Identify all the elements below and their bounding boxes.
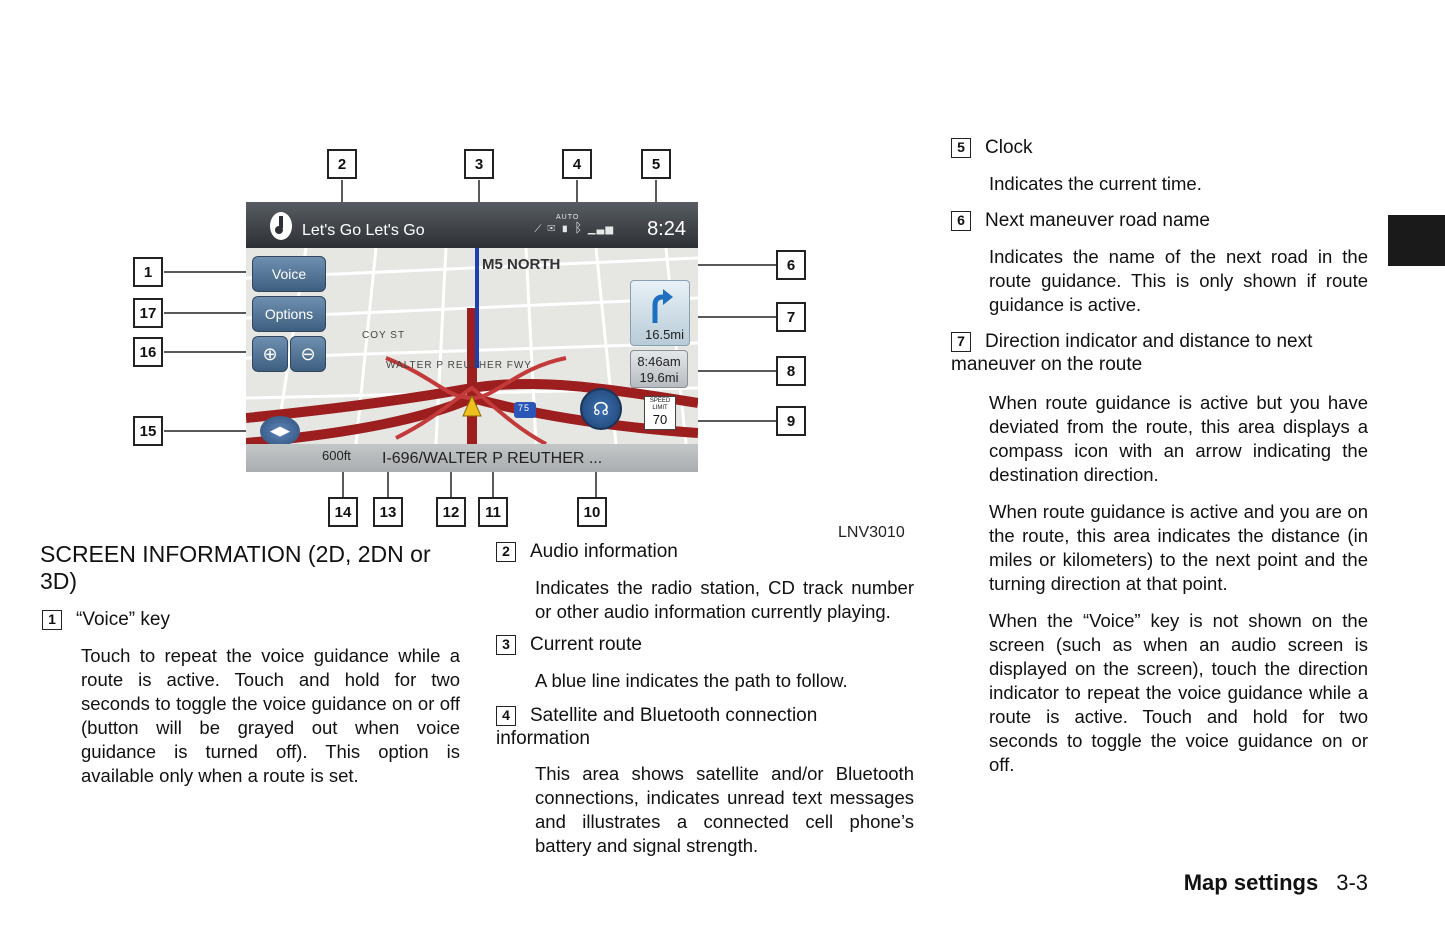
speed-limit-sign — [644, 396, 676, 430]
item-1-heading — [42, 608, 170, 631]
item-2-paragraph: Indicates the radio station, CD track number or other audio information currently playing. — [535, 577, 914, 622]
callout-11: 11 — [478, 497, 508, 527]
speed-limit-value: 70 — [652, 412, 668, 427]
next-road-name: M5 NORTH — [482, 256, 561, 273]
map-scale: 600ft — [322, 448, 351, 463]
zoom-in-button[interactable] — [252, 336, 288, 372]
callout-8: 8 — [776, 356, 806, 386]
footer-page-number: 3-3 — [1336, 870, 1368, 895]
clock: 8:24 — [647, 218, 686, 240]
status-icons — [534, 214, 615, 235]
left-right-arrows-icon: ◀▶ — [270, 423, 290, 438]
zoom-in-icon: ⊕ — [262, 344, 278, 364]
item-7-heading — [951, 330, 1368, 376]
bluetooth-icon: ᛒ — [574, 220, 584, 235]
item-number: 7 — [951, 332, 971, 352]
item-number: 3 — [496, 635, 516, 655]
map-label-walter-reuther: WALTER P REUTHER FWY — [386, 360, 532, 371]
zoom-out-icon: ⊖ — [300, 344, 316, 364]
callout-6: 6 — [776, 250, 806, 280]
callout-5: 5 — [641, 149, 671, 179]
item-3-heading — [496, 633, 642, 656]
item-title: Audio information — [530, 541, 678, 562]
footer-section: Map settings — [1183, 870, 1319, 895]
callout-17: 17 — [133, 298, 163, 328]
satellite-icon: ⟋ — [534, 220, 543, 235]
audio-info-text: Let's Go Let's Go — [302, 222, 425, 239]
item-4-heading — [496, 704, 914, 750]
item-title: Satellite and Bluetooth connection information — [496, 705, 818, 749]
interstate-shield-label: 75 — [518, 403, 531, 413]
item-title: “Voice” key — [76, 609, 170, 630]
signal-strength-icon: ▁▃▅ — [587, 220, 615, 235]
nav-screen — [246, 202, 698, 472]
callout-1: 1 — [133, 257, 163, 287]
section-heading: SCREEN INFORMATION (2D, 2DN or 3D) — [40, 541, 431, 594]
callout-16: 16 — [133, 337, 163, 367]
item-title: Clock — [985, 137, 1033, 158]
callout-9: 9 — [776, 406, 806, 436]
item-number: 4 — [496, 706, 516, 726]
item-5-paragraph: Indicates the current time. — [989, 173, 1202, 194]
callout-10: 10 — [577, 497, 607, 527]
item-title: Current route — [530, 634, 642, 655]
item-number: 6 — [951, 211, 971, 231]
current-road-bar — [246, 444, 698, 472]
item-number: 1 — [42, 610, 62, 630]
map-label-coy-st: COY ST — [362, 330, 406, 341]
callout-13: 13 — [373, 497, 403, 527]
callout-12: 12 — [436, 497, 466, 527]
callout-7: 7 — [776, 302, 806, 332]
item-6-paragraph: Indicates the name of the next road in the route guidance. This is only shown if route guidance is active. — [989, 246, 1368, 315]
headphones-icon: ☊ — [593, 399, 609, 419]
item-7-paragraph-2: When route guidance is active and you are on the route, this area indicates the distance (in miles or kilometers) to the next point and the turning direction at that point. — [989, 501, 1368, 594]
speed-limit-label: SPEED LIMIT — [649, 398, 671, 411]
item-title: Next maneuver road name — [985, 210, 1210, 231]
current-road-name: I-696/WALTER P REUTHER ... — [382, 450, 603, 467]
item-number: 2 — [496, 542, 516, 562]
item-5-heading — [951, 136, 1033, 159]
message-icon: ✉ — [547, 220, 557, 235]
eta-box — [630, 350, 688, 388]
eta-distance: 19.6mi — [639, 370, 679, 385]
zoom-out-button[interactable] — [290, 336, 326, 372]
battery-icon: ▮ — [560, 220, 570, 235]
callout-2: 2 — [327, 149, 357, 179]
eta-time: 8:46am — [637, 354, 681, 369]
voice-button[interactable]: Voice — [252, 256, 326, 292]
distance-to-maneuver: 16.5mi — [645, 327, 685, 342]
item-7-paragraph-1: When route guidance is active but you have deviated from the route, this area displays a compass icon with an arrow indicating the destination direction. — [989, 392, 1368, 485]
callout-14: 14 — [328, 497, 358, 527]
chapter-tab — [1388, 215, 1445, 266]
callout-4: 4 — [562, 149, 592, 179]
turn-right-arrow-icon — [649, 287, 675, 323]
item-number: 5 — [951, 138, 971, 158]
item-7-paragraph-3: When the “Voice” key is not shown on the screen (such as when an audio screen is displayed on the screen), touch the direction indicator to repeat the voice guidance while a route is active. Touch and hold for two seconds to toggle the voice guidance on or off. — [989, 610, 1368, 775]
item-3-paragraph: A blue line indicates the path to follow. — [535, 670, 848, 691]
music-note-icon — [268, 210, 294, 242]
item-title: Direction indicator and distance to next maneuver on the route — [951, 331, 1313, 375]
figure-code: LNV3010 — [838, 524, 905, 541]
page-footer — [1184, 870, 1368, 896]
callout-15: 15 — [133, 416, 163, 446]
callout-3: 3 — [464, 149, 494, 179]
auto-label: AUTO — [556, 214, 580, 221]
title-bar — [246, 202, 698, 248]
audio-shortcut-button[interactable] — [580, 388, 622, 430]
item-2-heading — [496, 540, 678, 563]
navigation-screen-figure — [0, 0, 930, 545]
item-4-paragraph: This area shows satellite and/or Bluetooth connections, indicates unread text messages and illustrates a connected cell phone’s battery and signal strength. — [535, 763, 914, 856]
scroll-compass-button[interactable] — [260, 416, 300, 446]
item-1-paragraph: Touch to repeat the voice guidance while a route is active. Touch and hold for two seconds to toggle the voice guidance on or off (button will be grayed out when voice guidance is turned off). This option is available only when a route is set. — [81, 645, 460, 786]
options-button[interactable]: Options — [252, 296, 326, 332]
direction-indicator[interactable] — [630, 280, 690, 346]
item-6-heading — [951, 209, 1210, 232]
